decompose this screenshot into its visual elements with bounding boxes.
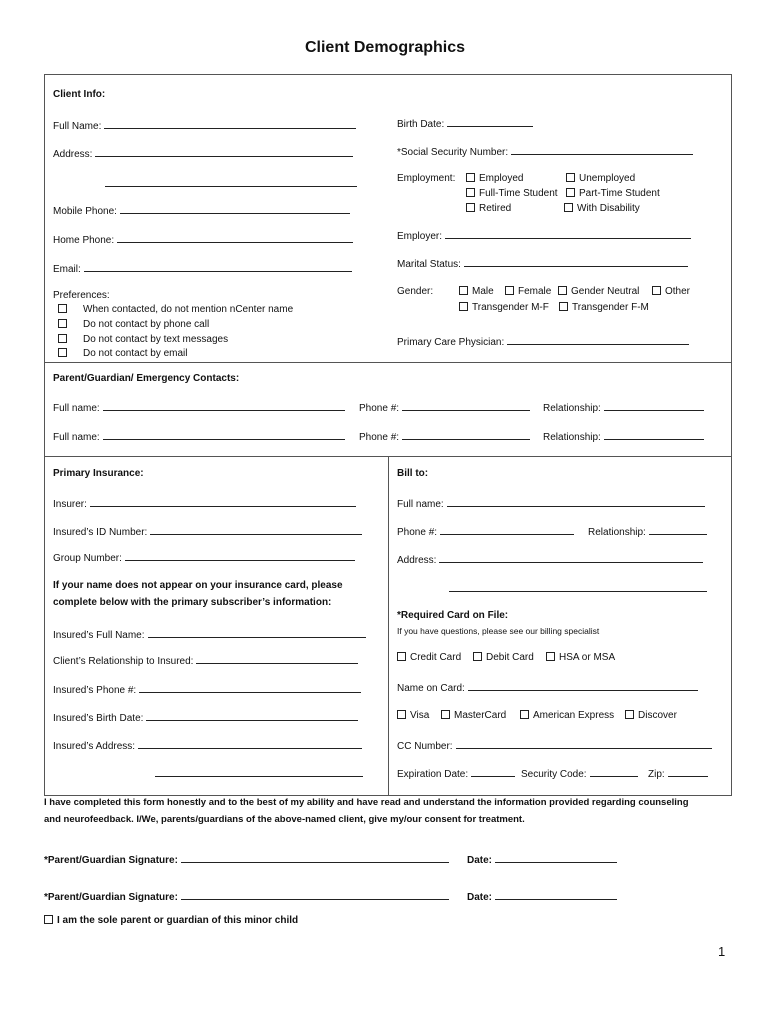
page-title: Client Demographics — [304, 39, 466, 56]
client-relationship-field[interactable] — [196, 654, 358, 664]
expiration-field[interactable] — [471, 767, 515, 777]
marital-status-row — [397, 257, 688, 270]
card-type-option[interactable] — [546, 652, 615, 663]
network-label: MasterCard — [454, 710, 507, 721]
checkbox[interactable] — [566, 188, 575, 197]
bill-full-name-row — [397, 497, 705, 510]
bill-relationship-field[interactable] — [649, 525, 707, 535]
contact-phone-label: Phone #: — [359, 403, 400, 414]
checkbox[interactable] — [520, 710, 529, 719]
required-card-heading: *Required Card on File: — [397, 610, 509, 621]
checkbox[interactable] — [546, 652, 555, 661]
employment-option-row[interactable] — [566, 188, 660, 199]
contact-row-2 — [53, 430, 345, 443]
insurer-field[interactable] — [90, 497, 356, 507]
card-type-label: Credit Card — [410, 652, 462, 663]
gender-option-label: Male — [472, 286, 494, 297]
ssn-label: *Social Security Number: — [397, 147, 509, 158]
contact-phone-row-1 — [359, 401, 530, 414]
signature-field[interactable] — [181, 890, 449, 900]
insured-birth-date-label: Insured’s Birth Date: — [53, 713, 144, 724]
card-type-label: Debit Card — [486, 652, 534, 663]
name-on-card-field[interactable] — [468, 681, 698, 691]
birth-date-label: Birth Date: — [397, 119, 445, 130]
insured-address-field[interactable] — [138, 739, 362, 749]
employment-option-label: With Disability — [577, 203, 640, 214]
bill-to-heading: Bill to: — [397, 468, 429, 479]
contact-relationship-label: Relationship: — [543, 432, 601, 443]
employer-field[interactable] — [445, 229, 691, 239]
network-option[interactable] — [397, 710, 429, 721]
address-field[interactable] — [95, 147, 353, 157]
gender-option-row[interactable] — [652, 286, 690, 297]
employment-option-row[interactable] — [466, 203, 511, 214]
contact-relationship-field[interactable] — [604, 430, 704, 440]
employment-option-label: Part-Time Student — [579, 188, 660, 199]
signature-field[interactable] — [181, 853, 449, 863]
pcp-field[interactable] — [507, 335, 689, 345]
gender-label: Gender: — [397, 286, 434, 297]
contact-full-name-field[interactable] — [103, 430, 345, 440]
checkbox[interactable] — [459, 286, 468, 295]
checkbox[interactable] — [652, 286, 661, 295]
pref-option-row[interactable] — [58, 304, 293, 315]
insured-phone-label: Insured’s Phone #: — [53, 685, 137, 696]
checkbox[interactable] — [397, 652, 406, 661]
network-option[interactable] — [520, 710, 614, 721]
employment-option-label: Retired — [479, 203, 512, 214]
bill-phone-field[interactable] — [440, 525, 574, 535]
security-code-row — [521, 767, 638, 780]
address-line2-field[interactable] — [105, 177, 357, 187]
checkbox[interactable] — [58, 348, 67, 357]
contact-phone-field[interactable] — [402, 401, 530, 411]
contact-relationship-row-1 — [543, 401, 704, 414]
gender-option-label: Transgender M-F — [472, 302, 549, 313]
insured-id-label: Insured’s ID Number: — [53, 527, 148, 538]
checkbox[interactable] — [44, 915, 53, 924]
billing-note: If you have questions, please see our billing specialist — [397, 626, 600, 636]
gender-option-row[interactable] — [459, 302, 549, 313]
bill-address-line2-row — [446, 582, 707, 595]
sole-parent-row[interactable] — [44, 915, 298, 926]
security-code-field[interactable] — [590, 767, 638, 777]
contact-full-name-label: Full name: — [53, 432, 100, 443]
contact-phone-label: Phone #: — [359, 432, 400, 443]
mobile-phone-field[interactable] — [120, 204, 350, 214]
consent-line-1: I have completed this form honestly and to the best of my ability and have read and understand the information provided regarding counseling — [44, 797, 689, 808]
checkbox[interactable] — [459, 302, 468, 311]
contact-relationship-row-2 — [543, 430, 704, 443]
insured-phone-field[interactable] — [139, 683, 361, 693]
checkbox[interactable] — [558, 286, 567, 295]
gender-option-row[interactable] — [559, 302, 649, 313]
employment-option-row[interactable] — [566, 173, 635, 184]
pref-option-row[interactable] — [58, 348, 188, 359]
insurer-row — [53, 497, 356, 510]
pcp-row — [397, 335, 689, 348]
cc-number-field[interactable] — [456, 739, 712, 749]
checkbox[interactable] — [58, 334, 67, 343]
checkbox[interactable] — [473, 652, 482, 661]
security-code-label: Security Code: — [521, 769, 587, 780]
employment-option-row[interactable] — [564, 203, 640, 214]
employment-option-label: Unemployed — [579, 173, 636, 184]
client-relationship-row — [53, 654, 358, 667]
full-name-row — [53, 119, 356, 132]
contact-phone-row-2 — [359, 430, 530, 443]
pcp-label: Primary Care Physician: — [397, 337, 505, 348]
gender-option-row[interactable] — [558, 286, 639, 297]
insured-phone-row — [53, 683, 361, 696]
contact-full-name-field[interactable] — [103, 401, 345, 411]
expiration-row — [397, 767, 515, 780]
employment-option-label: Employed — [479, 173, 524, 184]
signature-label: *Parent/Guardian Signature: — [44, 892, 178, 903]
insured-address-line2-field[interactable] — [155, 767, 363, 777]
zip-field[interactable] — [668, 767, 708, 777]
email-field[interactable] — [84, 262, 352, 272]
signature-row-2 — [44, 890, 449, 903]
name-on-card-label: Name on Card: — [397, 683, 465, 694]
group-number-row — [53, 551, 355, 564]
insured-full-name-row — [53, 628, 366, 641]
network-label: American Express — [533, 710, 615, 721]
bill-relationship-label: Relationship: — [588, 527, 646, 538]
group-number-field[interactable] — [125, 551, 355, 561]
page-number: 1 — [718, 944, 726, 959]
checkbox[interactable] — [466, 203, 475, 212]
insurance-note-line2: complete below with the primary subscriber’s information: — [53, 597, 332, 608]
checkbox[interactable] — [441, 710, 450, 719]
mobile-phone-label: Mobile Phone: — [53, 206, 117, 217]
employment-option-row[interactable] — [466, 188, 558, 199]
signature-label: *Parent/Guardian Signature: — [44, 855, 178, 866]
gender-option-label: Other — [665, 286, 691, 297]
birth-date-row — [397, 117, 533, 130]
pref-option-label: Do not contact by email — [83, 348, 188, 359]
expiration-label: Expiration Date: — [397, 769, 469, 780]
employment-option-label: Full-Time Student — [479, 188, 558, 199]
bill-address-field[interactable] — [439, 553, 703, 563]
employment-option-row[interactable] — [466, 173, 523, 184]
employer-row — [397, 229, 691, 242]
bill-full-name-label: Full name: — [397, 499, 444, 510]
network-option[interactable] — [441, 710, 506, 721]
checkbox[interactable] — [58, 319, 67, 328]
checkbox[interactable] — [505, 286, 514, 295]
bill-full-name-field[interactable] — [447, 497, 705, 507]
email-row — [53, 262, 352, 275]
home-phone-field[interactable] — [117, 233, 353, 243]
checkbox[interactable] — [466, 173, 475, 182]
bill-address-line2-field[interactable] — [449, 582, 707, 592]
checkbox[interactable] — [397, 710, 406, 719]
insurer-label: Insurer: — [53, 499, 87, 510]
insured-id-field[interactable] — [150, 525, 362, 535]
home-phone-row — [53, 233, 353, 246]
address-label: Address: — [53, 149, 93, 160]
network-option[interactable] — [625, 710, 677, 721]
gender-option-row[interactable] — [505, 286, 551, 297]
insured-address-label: Insured’s Address: — [53, 741, 136, 752]
contact-relationship-label: Relationship: — [543, 403, 601, 414]
date-label: Date: — [467, 855, 493, 866]
gender-option-label: Transgender F-M — [572, 302, 649, 313]
name-on-card-row — [397, 681, 698, 694]
employer-label: Employer: — [397, 231, 443, 242]
pref-option-label: Do not contact by text messages — [83, 334, 229, 345]
bill-address-label: Address: — [397, 555, 437, 566]
bill-phone-row — [397, 525, 574, 538]
checkbox[interactable] — [625, 710, 634, 719]
network-label: Visa — [410, 710, 430, 721]
address-row — [53, 147, 353, 160]
contacts-heading: Parent/Guardian/ Emergency Contacts: — [53, 373, 240, 384]
checkbox[interactable] — [559, 302, 568, 311]
zip-label: Zip: — [648, 769, 665, 780]
card-type-option[interactable] — [473, 652, 534, 663]
gender-option-label: Gender Neutral — [571, 286, 640, 297]
insured-full-name-field[interactable] — [148, 628, 366, 638]
divider-contacts — [44, 362, 732, 363]
insured-birth-date-field[interactable] — [146, 711, 358, 721]
client-relationship-label: Client’s Relationship to Insured: — [53, 656, 194, 667]
signature-row-1 — [44, 853, 449, 866]
divider-insurance-billto — [388, 456, 389, 796]
pref-option-label: Do not contact by phone call — [83, 319, 210, 330]
marital-status-field[interactable] — [464, 257, 688, 267]
insured-full-name-label: Insured’s Full Name: — [53, 630, 145, 641]
contact-relationship-field[interactable] — [604, 401, 704, 411]
insurance-note-line1: If your name does not appear on your insurance card, please — [53, 580, 343, 591]
marital-status-label: Marital Status: — [397, 259, 461, 270]
insured-id-row — [53, 525, 362, 538]
checkbox[interactable] — [566, 173, 575, 182]
checkbox[interactable] — [58, 304, 67, 313]
client-info-heading: Client Info: — [53, 89, 106, 100]
sole-parent-label: I am the sole parent or guardian of this minor child — [57, 915, 299, 926]
full-name-label: Full Name: — [53, 121, 102, 132]
insured-address-line2-row — [152, 767, 363, 780]
checkbox[interactable] — [564, 203, 573, 212]
cc-number-row — [397, 739, 712, 752]
insured-address-row — [53, 739, 362, 752]
bill-relationship-row — [588, 525, 707, 538]
birth-date-field[interactable] — [447, 117, 533, 127]
date-field[interactable] — [495, 890, 617, 900]
zip-row — [648, 767, 708, 780]
bill-phone-label: Phone #: — [397, 527, 438, 538]
cc-number-label: CC Number: — [397, 741, 453, 752]
contact-full-name-label: Full name: — [53, 403, 100, 414]
employment-label: Employment: — [397, 173, 456, 184]
address-line2-row — [102, 177, 357, 190]
date-label: Date: — [467, 892, 493, 903]
date-row-2 — [467, 890, 617, 903]
home-phone-label: Home Phone: — [53, 235, 115, 246]
email-label: Email: — [53, 264, 81, 275]
group-number-label: Group Number: — [53, 553, 122, 564]
pref-option-row[interactable] — [58, 334, 228, 345]
network-label: Discover — [638, 710, 677, 721]
consent-line-2: and neurofeedback. I/We, parents/guardians of the above-named client, give my/our consent for treatment. — [44, 814, 525, 825]
insured-birth-date-row — [53, 711, 358, 724]
insurance-heading: Primary Insurance: — [53, 468, 144, 479]
date-row-1 — [467, 853, 617, 866]
bill-address-row — [397, 553, 703, 566]
preferences-label: Preferences: — [53, 290, 110, 301]
full-name-field[interactable] — [104, 119, 356, 129]
checkbox[interactable] — [466, 188, 475, 197]
gender-option-row[interactable] — [459, 286, 494, 297]
pref-option-label: When contacted, do not mention nCenter name — [83, 304, 294, 315]
ssn-row — [397, 145, 693, 158]
date-field[interactable] — [495, 853, 617, 863]
mobile-phone-row — [53, 204, 350, 217]
pref-option-row[interactable] — [58, 319, 209, 330]
contact-row-1 — [53, 401, 345, 414]
card-type-label: HSA or MSA — [559, 652, 616, 663]
contact-phone-field[interactable] — [402, 430, 530, 440]
card-type-option[interactable] — [397, 652, 461, 663]
gender-option-label: Female — [518, 286, 552, 297]
ssn-field[interactable] — [511, 145, 693, 155]
